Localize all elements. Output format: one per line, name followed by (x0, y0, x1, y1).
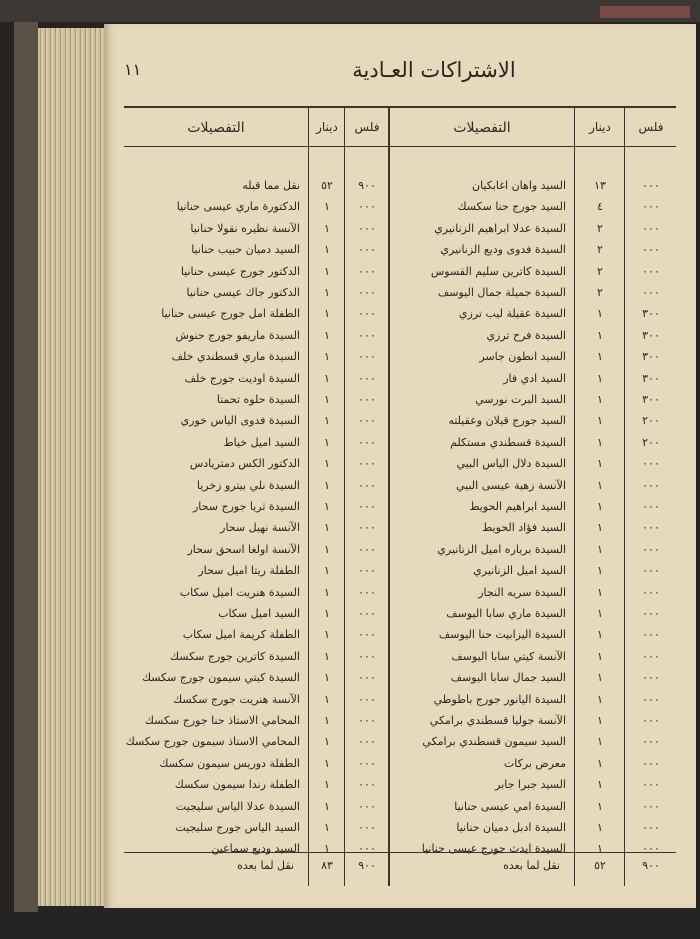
left-entry-fils: ٠٠٠ (358, 799, 376, 813)
right-entry-fils: ٠٠٠ (642, 671, 660, 685)
right-entry-fils: ٠٠٠ (642, 735, 660, 749)
left-entry-dinar: ١ (324, 735, 330, 749)
right-entry-fils: ٣٠٠ (642, 350, 660, 364)
header-details-left: التفصيلات (187, 120, 245, 136)
right-entry-dinar: ٤ (597, 200, 603, 214)
left-entry-fils: ٠٠٠ (358, 778, 376, 792)
right-entry-fils: ٠٠٠ (642, 500, 660, 513)
left-entry-dinar: ١ (324, 821, 330, 834)
right-entry-fils: ٠٠٠ (642, 799, 660, 813)
left-entry-name: الآنسة هنريت جورج سكسك (173, 692, 300, 706)
left-entry-fils: ٠٠٠ (358, 842, 376, 856)
left-entry-fils: ٠٠٠ (358, 478, 376, 492)
left-ledger-row (104, 583, 696, 603)
left-entry-dinar: ١ (324, 200, 330, 214)
right-entry-dinar: ١ (597, 778, 603, 792)
left-entry-fils: ٠٠٠ (358, 564, 376, 578)
right-entry-fils: ٠٠٠ (642, 607, 660, 620)
book-top-edge (0, 0, 700, 22)
right-entry-name: السيد جمال سابا اليوسف (450, 671, 566, 685)
left-entry-fils: ٠٠٠ (358, 585, 376, 599)
left-entry-name: الآنسة نظيره نقولا حنانيا (190, 221, 300, 235)
left-ledger-row (104, 775, 696, 795)
left-entry-fils: ٠٠٠ (358, 649, 376, 663)
right-entry-dinar: ١ (597, 328, 603, 342)
right-entry-name: السيد جورج حنا سكسك (457, 200, 566, 214)
right-entry-fils: ٠٠٠ (642, 221, 660, 235)
left-entry-fils: ٠٠٠ (358, 371, 376, 385)
left-entry-fils: ٠٠٠ (358, 628, 376, 642)
right-entry-name: السيد البرت نورسي (475, 393, 566, 406)
right-entry-fils: ٠٠٠ (642, 243, 660, 257)
right-entry-dinar: ١ (597, 585, 603, 599)
right-entry-dinar: ١ (597, 564, 603, 578)
left-entry-fils: ٠٠٠ (358, 500, 376, 513)
left-entry-fils: ٠٠٠ (358, 821, 376, 834)
left-ledger-row (104, 433, 696, 453)
right-entry-name: الآنسة كيتي سابا اليوسف (451, 649, 566, 663)
right-entry-fils: ٠٠٠ (642, 179, 660, 192)
carry-forward-label-left: نقل لما بعده (237, 859, 294, 872)
right-entry-name: السيدة سريه النجار (478, 585, 566, 599)
right-entry-fils: ٠٠٠ (642, 564, 660, 578)
left-ledger-row (104, 283, 696, 303)
right-entry-dinar: ١ (597, 414, 603, 428)
right-entry-fils: ٠٠٠ (642, 821, 660, 834)
right-entry-name: السيد جورج قيلان وعقيلته (448, 414, 566, 428)
left-ledger-row (104, 668, 696, 688)
carry-forward-dinar-left: ٨٣ (321, 859, 333, 872)
right-entry-dinar: ١٣ (594, 179, 606, 192)
left-entry-fils: ٠٠٠ (358, 414, 376, 428)
left-ledger-row (104, 197, 696, 217)
left-entry-fils: ٠٠٠ (358, 756, 376, 770)
left-entry-fils: ٠٠٠ (358, 264, 376, 278)
left-entry-fils: ٠٠٠ (358, 607, 376, 620)
left-ledger-row (104, 411, 696, 431)
right-entry-fils: ٠٠٠ (642, 457, 660, 471)
right-entry-dinar: ١ (597, 628, 603, 642)
right-entry-name: السيد جبرا جابر (495, 778, 566, 792)
right-entry-dinar: ١ (597, 649, 603, 663)
left-entry-dinar: ١ (324, 350, 330, 364)
binding-tag (600, 6, 690, 18)
right-entry-fils: ٠٠٠ (642, 628, 660, 642)
left-entry-dinar: ١ (324, 500, 330, 513)
carry-forward-dinar-right: ٥٢ (594, 859, 606, 872)
left-ledger-row (104, 818, 696, 838)
right-entry-fils: ٠٠٠ (642, 521, 660, 535)
header-top-rule (124, 106, 676, 108)
right-entry-fils: ٠٠٠ (642, 778, 660, 792)
right-entry-name: السيدة عقيلة ليب ترزي (458, 307, 566, 321)
left-ledger-row (104, 754, 696, 774)
left-ledger-row (104, 454, 696, 474)
left-entry-name: السيد دميان حبيب حنانيا (191, 243, 300, 257)
left-ledger-row (104, 369, 696, 389)
left-entry-fils: ٠٠٠ (358, 671, 376, 685)
header-dinar-right: دينار (589, 120, 611, 134)
left-entry-name: السيد الياس جورج سليجيت (175, 821, 300, 834)
left-entry-dinar: ١ (324, 286, 330, 299)
left-entry-dinar: ١ (324, 756, 330, 770)
left-ledger-row (104, 390, 696, 410)
left-entry-name: السيدة نلي بيترو زخريا (196, 478, 300, 492)
left-entry-dinar: ١ (324, 264, 330, 278)
right-entry-name: السيدة عدلا ابراهيم الزنانيري (434, 221, 566, 235)
left-entry-fils: ٠٠٠ (358, 243, 376, 257)
left-entry-name: الطفلة دوريس سيمون سكسك (159, 756, 300, 770)
right-entry-dinar: ١ (597, 692, 603, 706)
right-entry-fils: ٠٠٠ (642, 286, 660, 299)
right-entry-fils: ٠٠٠ (642, 478, 660, 492)
page-edges (38, 28, 104, 906)
left-ledger-row (104, 625, 696, 645)
right-entry-dinar: ١ (597, 350, 603, 364)
right-entry-dinar: ٢ (597, 221, 603, 235)
right-entry-name: السيدة اليزابيت حنا اليوسف (438, 628, 566, 642)
left-ledger-row (104, 326, 696, 346)
right-entry-dinar: ١ (597, 307, 603, 321)
left-entry-dinar: ١ (324, 842, 330, 856)
left-ledger-row (104, 347, 696, 367)
left-ledger-row (104, 561, 696, 581)
left-ledger-row (104, 690, 696, 710)
left-entry-fils: ٠٠٠ (358, 393, 376, 406)
right-entry-dinar: ٢ (597, 243, 603, 257)
right-entry-dinar: ١ (597, 521, 603, 535)
left-entry-name: الدكتورة ماري عيسى حنانيا (176, 200, 300, 214)
left-entry-name: السيدة ماري قسطندي خلف (171, 350, 300, 364)
page-number: ١١ (124, 60, 142, 79)
right-entry-name: السيد واهان اغابكيان (472, 179, 566, 192)
left-ledger-row (104, 732, 696, 752)
right-entry-dinar: ١ (597, 799, 603, 813)
left-entry-dinar: ١ (324, 457, 330, 471)
left-entry-dinar: ١ (324, 414, 330, 428)
left-entry-name: الطفلة امل جورج عيسى حنانيا (161, 307, 300, 321)
left-entry-dinar: ١ (324, 585, 330, 599)
right-entry-name: السيدة ماري سابا اليوسف (446, 607, 566, 620)
left-entry-name: السيد وديع سماعين (211, 842, 300, 856)
left-ledger-row (104, 518, 696, 538)
right-entry-fils: ٠٠٠ (642, 692, 660, 706)
left-entry-name: المحامي الاستاذ حنا جورج سكسك (144, 714, 300, 727)
header-details-right: التفصيلات (453, 120, 511, 136)
left-entry-name: الآنسة اولغا اسحق سحار (187, 542, 300, 556)
right-entry-fils: ٣٠٠ (642, 328, 660, 342)
left-entry-name: السيدة هنريت اميل سكاب (179, 585, 300, 599)
left-entry-fils: ٠٠٠ (358, 735, 376, 749)
left-entry-dinar: ٥٢ (321, 179, 333, 192)
ledger-page (104, 24, 696, 908)
left-ledger-row (104, 497, 696, 517)
right-entry-name: السيدة كاترين سليم القسوس (430, 264, 566, 278)
right-entry-name: السيدة ايدث جورج عيسى حنانيا (421, 842, 566, 856)
left-entry-dinar: ١ (324, 628, 330, 642)
page-title: الاشتراكات العـادية (352, 58, 516, 82)
left-entry-dinar: ١ (324, 542, 330, 556)
right-entry-dinar: ٢ (597, 286, 603, 299)
left-ledger-row (104, 476, 696, 496)
right-entry-name: السيدة فرح ترزي (486, 328, 566, 342)
right-entry-fils: ٠٠٠ (642, 585, 660, 599)
right-entry-fils: ٠٠٠ (642, 842, 660, 856)
left-entry-fils: ٩٠٠ (358, 179, 376, 192)
right-entry-name: الآنسة جوليا قسطندي برامكي (429, 714, 566, 727)
right-entry-fils: ٠٠٠ (642, 649, 660, 663)
left-entry-name: الآنسة نهيل سحار (220, 521, 300, 535)
left-entry-dinar: ١ (324, 564, 330, 578)
left-entry-dinar: ١ (324, 478, 330, 492)
left-entry-name: السيدة كيتي سيمون جورج سكسك (141, 671, 300, 685)
left-entry-dinar: ١ (324, 714, 330, 727)
right-entry-name: السيدة برباره اميل الزنانيري (437, 542, 566, 556)
left-entry-name: الطفلة رندا سيمون سكسك (174, 778, 300, 792)
right-entry-name: السيدة ادبل دميان حنانيا (456, 821, 566, 834)
left-entry-dinar: ١ (324, 435, 330, 449)
left-entry-fils: ٠٠٠ (358, 521, 376, 535)
left-entry-name: الطفلة كريمة اميل سكاب (182, 628, 300, 642)
left-entry-fils: ٠٠٠ (358, 328, 376, 342)
right-entry-fils: ٣٠٠ (642, 393, 660, 406)
right-entry-name: السيد ابراهيم الحويط (469, 500, 566, 513)
right-entry-name: السيدة جميلة جمال اليوسف (437, 286, 566, 299)
right-entry-name: السيد اميل الزنانيري (473, 564, 566, 578)
carry-forward-fils-left: ٩٠٠ (358, 859, 376, 872)
left-entry-dinar: ١ (324, 521, 330, 535)
left-entry-name: المحامي الاستاذ سيمون جورج سكسك (125, 735, 300, 749)
right-entry-dinar: ٢ (597, 264, 603, 278)
right-entry-fils: ٠٠٠ (642, 264, 660, 278)
left-entry-fils: ٠٠٠ (358, 350, 376, 364)
right-entry-dinar: ١ (597, 735, 603, 749)
right-entry-name: السيد انطون جاسر (479, 350, 566, 364)
left-entry-dinar: ١ (324, 692, 330, 706)
right-entry-name: السيد سيمون قسطندي برامكي (422, 735, 566, 749)
right-entry-name: السيدة دلال الياس البيي (456, 457, 566, 471)
right-entry-fils: ٠٠٠ (642, 714, 660, 727)
left-entry-fils: ٠٠٠ (358, 200, 376, 214)
left-entry-fils: ٠٠٠ (358, 307, 376, 321)
left-entry-fils: ٠٠٠ (358, 692, 376, 706)
left-entry-dinar: ١ (324, 307, 330, 321)
left-entry-fils: ٠٠٠ (358, 457, 376, 471)
right-entry-fils: ٢٠٠ (642, 414, 660, 428)
left-ledger-row (104, 304, 696, 324)
left-entry-dinar: ١ (324, 328, 330, 342)
left-entry-name: السيدة ماريفو جورج حنوش (175, 328, 300, 342)
left-entry-name: السيدة ثريا جورج سحار (193, 500, 300, 513)
left-entry-name: السيد اميل سكاب (218, 607, 300, 620)
left-entry-name: السيدة حلوه تحمتا (216, 393, 300, 406)
left-entry-name: السيدة اوديت جورج خلف (184, 371, 300, 385)
right-entry-dinar: ١ (597, 478, 603, 492)
right-entry-dinar: ١ (597, 842, 603, 856)
right-entry-fils: ٠٠٠ (642, 200, 660, 214)
left-ledger-row (104, 176, 696, 196)
right-entry-dinar: ١ (597, 542, 603, 556)
right-entry-dinar: ١ (597, 500, 603, 513)
right-entry-name: السيد ادي فار (503, 371, 566, 385)
left-ledger-row (104, 219, 696, 239)
left-entry-name: الدكتور جورج عيسى حنانيا (180, 264, 300, 278)
right-entry-dinar: ١ (597, 671, 603, 685)
right-entry-dinar: ١ (597, 607, 603, 620)
right-entry-dinar: ١ (597, 821, 603, 834)
right-entry-fils: ٢٠٠ (642, 435, 660, 449)
right-entry-fils: ٠٠٠ (642, 756, 660, 770)
left-entry-name: الطفلة ريتا اميل سحار (198, 564, 300, 578)
right-entry-dinar: ١ (597, 393, 603, 406)
right-entry-name: السيدة قسطندي مستكلم (450, 435, 566, 449)
left-entry-fils: ٠٠٠ (358, 435, 376, 449)
left-entry-fils: ٠٠٠ (358, 542, 376, 556)
header-fils-left: فلس (354, 120, 380, 134)
right-entry-fils: ٣٠٠ (642, 307, 660, 321)
left-entry-name: الدكتور الكس دمتريادس (189, 457, 300, 471)
left-entry-fils: ٠٠٠ (358, 221, 376, 235)
carry-forward-fils-right: ٩٠٠ (642, 859, 660, 872)
left-entry-dinar: ١ (324, 778, 330, 792)
right-entry-dinar: ١ (597, 435, 603, 449)
right-entry-dinar: ١ (597, 457, 603, 471)
book-spine (14, 22, 38, 912)
left-entry-name: السيدة عدلا الياس سليجيت (175, 799, 300, 813)
left-entry-dinar: ١ (324, 221, 330, 235)
left-ledger-row (104, 797, 696, 817)
right-entry-fils: ٣٠٠ (642, 371, 660, 385)
left-entry-dinar: ١ (324, 607, 330, 620)
right-entry-dinar: ١ (597, 756, 603, 770)
carry-forward-label-right: نقل لما بعده (503, 859, 560, 872)
right-entry-name: السيد فؤاد الحويط (482, 521, 566, 535)
header-fils-right: فلس (638, 120, 664, 134)
right-entry-dinar: ١ (597, 371, 603, 385)
left-ledger-row (104, 647, 696, 667)
left-ledger-row (104, 711, 696, 731)
left-entry-dinar: ١ (324, 799, 330, 813)
left-entry-name: الدكتور جاك عيسى حنانيا (186, 286, 300, 299)
header-bottom-rule (124, 146, 676, 147)
right-entry-name: الآنسة زهية عيسى البيي (456, 478, 566, 492)
left-entry-dinar: ١ (324, 649, 330, 663)
left-ledger-row (104, 240, 696, 260)
left-entry-fils: ٠٠٠ (358, 714, 376, 727)
right-entry-name: السيدة فدوى وديع الزنانيري (440, 243, 566, 257)
left-entry-name: السيد اميل خياط (223, 435, 300, 449)
right-entry-name: السيدة اليانور جورج باطوطي (433, 692, 566, 706)
left-entry-dinar: ١ (324, 243, 330, 257)
left-entry-fils: ٠٠٠ (358, 286, 376, 299)
left-entry-dinar: ١ (324, 393, 330, 406)
left-entry-dinar: ١ (324, 671, 330, 685)
right-entry-name: معرض بركات (503, 756, 566, 770)
left-entry-dinar: ١ (324, 371, 330, 385)
right-entry-fils: ٠٠٠ (642, 542, 660, 556)
left-entry-name: السيدة كاترين جورج سكسك (170, 649, 300, 663)
right-entry-dinar: ١ (597, 714, 603, 727)
header-dinar-left: دينار (316, 120, 338, 134)
left-ledger-row (104, 262, 696, 282)
left-entry-name: السيدة فدوى الياس خوري (180, 414, 300, 428)
left-ledger-row (104, 604, 696, 624)
left-entry-name: نقل مما قبله (242, 179, 300, 192)
left-ledger-row (104, 540, 696, 560)
right-entry-name: السيدة امي عيسى حنانيا (454, 799, 566, 813)
